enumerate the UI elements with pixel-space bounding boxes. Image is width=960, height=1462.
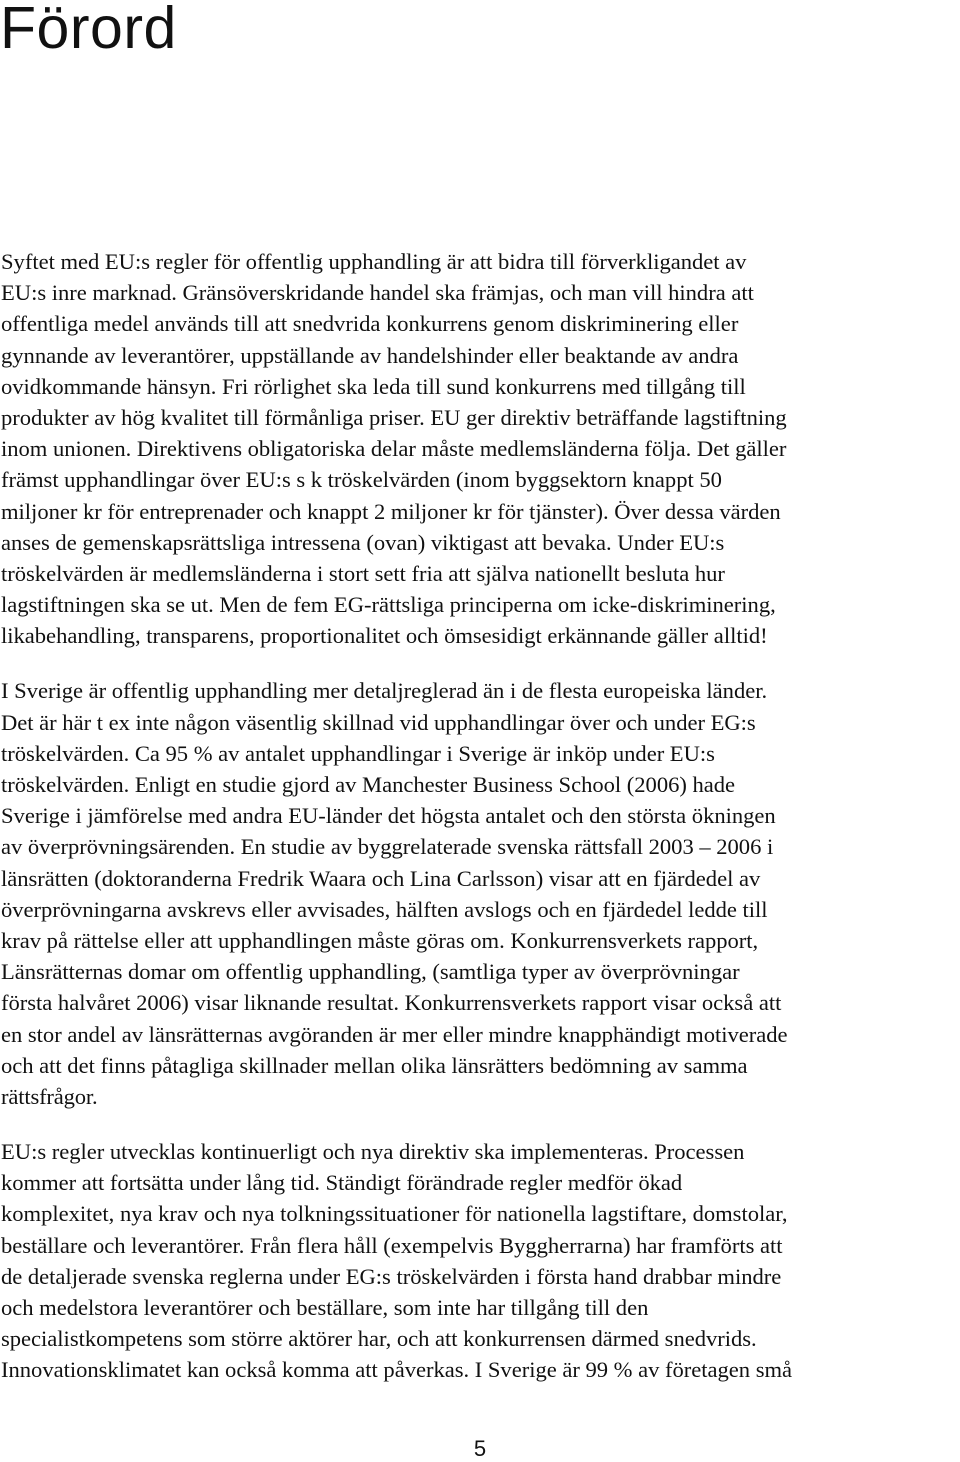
paragraph: [1, 675, 959, 1112]
text-line: lagstiftningen ska se ut. Men de fem EG-rättsliga principerna om icke-diskriminering,: [1, 592, 776, 618]
text-line: Innovationsklimatet kan också komma att påverkas. I Sverige är 99 % av företagen små: [1, 1357, 793, 1383]
text-line: och medelstora leverantörer och beställare, som inte har tillgång till den: [1, 1295, 649, 1320]
text-line: specialistkompetens som större aktörer har, och att konkurrensen därmed snedvrids.: [1, 1326, 757, 1352]
text-line: EU:s regler utvecklas kontinuerligt och nya direktiv ska implementeras. Processen: [1, 1139, 745, 1165]
text-line: gynnande av leverantörer, uppställande av handelshinder eller beaktande av andra: [1, 342, 739, 368]
text-line: Syftet med EU:s regler för offentlig upphandling är att bidra till förverkligandet av: [1, 249, 747, 274]
paragraph: [1, 1136, 959, 1386]
text-line: produkter av hög kvalitet till förmånliga priser. EU ger direktiv beträffande lagstiftning: [1, 404, 787, 430]
text-line: rättsfrågor.: [1, 1083, 98, 1109]
text-line: krav på rättelse eller att upphandlingen måste göras om. Konkurrensverkets rapport,: [1, 927, 759, 953]
text-line: I Sverige är offentlig upphandling mer detaljreglerad än i de flesta europeiska länder.: [1, 678, 768, 704]
text-line: Länsrätternas domar om offentlig upphandling, (samtliga typer av överprövningar: [1, 959, 740, 985]
text-line: och att det finns påtagliga skillnader mellan olika länsrätters bedömning av samma: [1, 1052, 748, 1078]
text-line: offentliga medel används till att snedvrida konkurrens genom diskriminering eller: [1, 311, 739, 337]
text-line: tröskelvärden är medlemsländerna i stort sett fria att själva nationellt besluta hur: [1, 560, 725, 586]
text-line: beställare och leverantörer. Från flera håll (exempelvis Byggherrarna) har framförts att: [1, 1232, 783, 1258]
text-line: anses de gemenskapsrättsliga intressena (ovan) viktigast att bevaka. Under EU:s: [1, 529, 725, 555]
text-line: länsrätten (doktoranderna Fredrik Waara och Lina Carlsson) visar att en fjärdedel av: [1, 865, 761, 891]
paragraph-gap: [1, 1112, 959, 1136]
text-line: likabehandling, transparens, proportionalitet och ömsesidigt erkännande gäller alltid!: [1, 623, 768, 649]
page-number: 5: [473, 1436, 487, 1461]
text-line: miljoner kr för entreprenader och knappt 2 miljoner kr för tjänster). Över dessa värden: [1, 498, 781, 524]
text-line: tröskelvärden. Enligt en studie gjord av Manchester Business School (2006) hade: [1, 772, 736, 797]
text-line: första halvåret 2006) visar liknande resultat. Konkurrensverkets rapport visar också att: [1, 990, 782, 1016]
paragraph: [1, 246, 959, 651]
text-line: tröskelvärden. Ca 95 % av antalet upphandlingar i Sverige är inköp under EU:s: [1, 740, 715, 766]
text-line: komplexitet, nya krav och nya tolkningssituationer för nationella lagstiftare, domstolar,: [1, 1201, 788, 1227]
text-line: kommer att fortsätta under lång tid. Ständigt förändrade regler medför ökad: [1, 1170, 683, 1196]
text-line: ovidkommande hänsyn. Fri rörlighet ska leda till sund konkurrens med tillgång till: [1, 373, 746, 399]
text-line: de detaljerade svenska reglerna under EG:s tröskelvärden i första hand drabbar mindre: [1, 1263, 782, 1289]
text-line: en stor andel av länsrätternas avgöranden är mer eller mindre knapphändigt motiverade: [1, 1021, 788, 1047]
page-title: Förord: [0, 0, 177, 61]
text-line: överprövningarna avskrevs eller avvisades, hälften avslogs och en fjärdedel ledde till: [1, 896, 768, 922]
text-line: Sverige i jämförelse med andra EU-länder det högsta antalet och den största ökningen: [1, 803, 776, 829]
text-line: av överprövningsärenden. En studie av byggrelaterade svenska rättsfall 2003 – 2006 i: [1, 834, 774, 860]
text-line: Det är här t ex inte någon väsentlig skillnad vid upphandlingar över och under EG:s: [1, 709, 756, 735]
text-line: EU:s inre marknad. Gränsöverskridande handel ska främjas, och man vill hindra att: [1, 280, 754, 306]
paragraph-gap: [1, 651, 959, 675]
text-line: främst upphandlingar över EU:s s k tröskelvärden (inom byggsektorn knappt 50: [1, 467, 722, 493]
text-line: inom unionen. Direktivens obligatoriska delar måste medlemsländerna följa. Det gäller: [1, 436, 787, 462]
body-text: [1, 246, 959, 1386]
